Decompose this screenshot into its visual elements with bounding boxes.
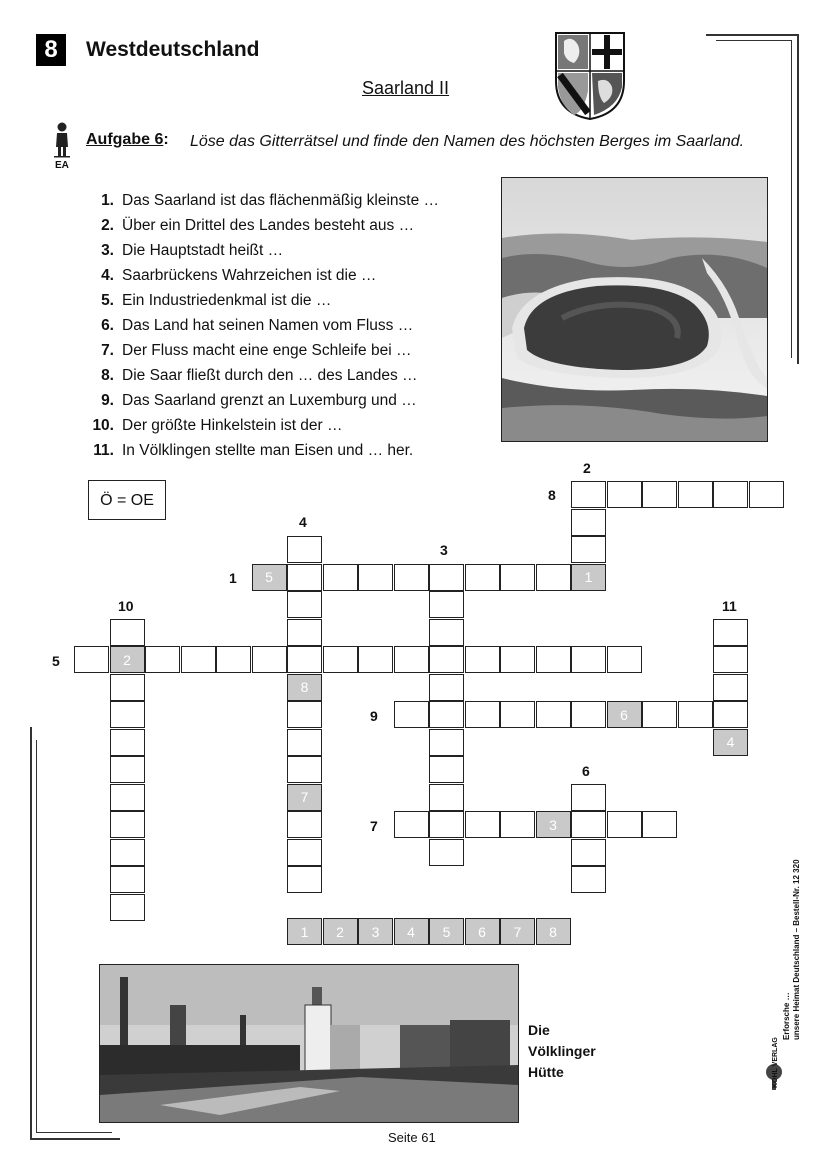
voelklinger-huette-photo	[99, 964, 519, 1123]
clue-item	[82, 442, 439, 467]
saar-loop-photo	[501, 177, 768, 442]
task-label	[86, 131, 169, 149]
solution-cell[interactable]: 8	[536, 918, 571, 945]
crossword-cell[interactable]	[429, 729, 464, 756]
series-credit	[770, 820, 806, 1040]
clue-item	[82, 367, 439, 392]
clue-item	[82, 192, 439, 217]
crossword-cell[interactable]	[607, 481, 642, 508]
clue-text: Das Saarland grenzt an Luxemburg und …	[122, 392, 417, 409]
crossword-cell[interactable]	[323, 564, 358, 591]
crossword-cell[interactable]	[287, 619, 322, 646]
clue-number: 6.	[101, 317, 114, 334]
crossword-cell[interactable]	[394, 701, 429, 728]
crossword-cell[interactable]	[394, 646, 429, 673]
crossword-cell[interactable]	[571, 536, 606, 563]
crossword-cell[interactable]	[429, 564, 464, 591]
crossword-cell[interactable]	[110, 674, 145, 701]
grid-number-8: 8	[548, 487, 556, 503]
crossword-cell[interactable]	[287, 591, 322, 618]
publisher-name: KOHL VERLAG	[772, 1037, 779, 1088]
solution-cell[interactable]: 5	[429, 918, 464, 945]
solution-cell[interactable]: 2	[323, 918, 358, 945]
crossword-cell[interactable]	[678, 481, 713, 508]
clue-text: Der Fluss macht eine enge Schleife bei …	[122, 342, 412, 359]
crossword-cell[interactable]	[181, 646, 216, 673]
crossword-cell[interactable]	[571, 646, 606, 673]
grid-number-10: 10	[118, 598, 134, 614]
clue-item	[82, 217, 439, 242]
crossword-cell[interactable]	[500, 811, 535, 838]
caption-line: Die	[528, 1022, 550, 1038]
clue-item	[82, 342, 439, 367]
clue-number: 5.	[101, 292, 114, 309]
frame-right	[797, 34, 799, 364]
grid-number-6: 6	[582, 763, 590, 779]
clue-number: 4.	[101, 267, 114, 284]
crossword-cell[interactable]	[713, 701, 748, 728]
crossword-cell[interactable]: 1	[571, 564, 606, 591]
umlaut-hint-box: Ö = OE	[88, 480, 166, 520]
clue-item	[82, 317, 439, 342]
crossword-cell[interactable]	[287, 839, 322, 866]
crossword-cell[interactable]	[110, 866, 145, 893]
crossword-cell[interactable]	[678, 701, 713, 728]
frame-top-right	[716, 40, 792, 41]
clue-text: Das Land hat seinen Namen vom Fluss …	[122, 317, 414, 334]
crossword-cell[interactable]	[429, 591, 464, 618]
solution-cell[interactable]: 3	[358, 918, 393, 945]
crossword-cell[interactable]	[713, 481, 748, 508]
crossword-cell[interactable]	[465, 646, 500, 673]
crossword-cell[interactable]	[145, 646, 180, 673]
page-number: Seite 61	[388, 1130, 436, 1145]
crossword-cell[interactable]	[607, 646, 642, 673]
clue-text: In Völklingen stellte man Eisen und … her.	[122, 442, 414, 459]
crossword-cell[interactable]	[429, 756, 464, 783]
clue-number: 9.	[101, 392, 114, 409]
crossword-cell[interactable]	[287, 729, 322, 756]
clue-item	[82, 392, 439, 417]
grid-number-7: 7	[370, 818, 378, 834]
crossword-cell[interactable]	[429, 646, 464, 673]
crossword-cell[interactable]	[323, 646, 358, 673]
crossword-cell[interactable]	[287, 536, 322, 563]
crossword-cell[interactable]	[287, 756, 322, 783]
caption-line: Hütte	[528, 1064, 564, 1080]
frame-right	[791, 40, 792, 358]
crossword-cell[interactable]	[216, 646, 251, 673]
clue-list	[82, 192, 439, 467]
clue-text: Die Saar fließt durch den … des Landes …	[122, 367, 418, 384]
crossword-cell[interactable]: 2	[110, 646, 145, 673]
crossword-cell[interactable]	[713, 646, 748, 673]
crossword-cell[interactable]: 4	[713, 729, 748, 756]
crossword-cell[interactable]	[429, 701, 464, 728]
caption-line: Völklinger	[528, 1043, 596, 1059]
chapter-badge: 8	[36, 34, 66, 66]
crossword-cell[interactable]	[110, 839, 145, 866]
clue-text: Der größte Hinkelstein ist der …	[122, 417, 343, 434]
ea-label: EA	[55, 160, 69, 171]
grid-number-3: 3	[440, 542, 448, 558]
publisher-logo	[764, 1037, 804, 1090]
page-subtitle: Saarland II	[362, 78, 450, 98]
clue-item	[82, 417, 439, 442]
frame-left	[36, 740, 37, 1133]
chapter-title: Westdeutschland	[86, 38, 260, 61]
clue-number: 3.	[101, 242, 114, 259]
crossword-cell[interactable]	[500, 564, 535, 591]
crossword-cell[interactable]	[252, 646, 287, 673]
crossword-cell[interactable]	[429, 839, 464, 866]
crossword-cell[interactable]	[287, 564, 322, 591]
grid-number-1: 1	[229, 570, 237, 586]
crossword-cell[interactable]	[110, 729, 145, 756]
crossword-cell[interactable]	[465, 564, 500, 591]
crossword-cell[interactable]	[74, 646, 109, 673]
saar-loop-illustration	[502, 178, 767, 441]
crossword-cell[interactable]: 6	[607, 701, 642, 728]
frame-bottom-left	[36, 1132, 112, 1133]
order-number: unsere Heimat Deutschland – Bestell-Nr. 12 320	[792, 859, 801, 1040]
task-label-text: Aufgabe 6	[86, 131, 164, 148]
grid-number-5: 5	[52, 653, 60, 669]
crossword-cell[interactable]	[394, 811, 429, 838]
crossword-cell[interactable]	[429, 619, 464, 646]
crossword-cell[interactable]: 7	[287, 784, 322, 811]
ironworks-illustration	[100, 965, 518, 1122]
crossword-cell[interactable]	[571, 509, 606, 536]
crossword-cell[interactable]	[110, 701, 145, 728]
frame-left	[30, 727, 32, 1139]
grid-number-2: 2	[583, 460, 591, 476]
crossword-cell[interactable]	[571, 839, 606, 866]
crossword-cell[interactable]	[287, 866, 322, 893]
crossword-cell[interactable]: 3	[536, 811, 571, 838]
solution-cell[interactable]: 7	[500, 918, 535, 945]
crossword-cell[interactable]	[429, 811, 464, 838]
crossword-cell[interactable]	[749, 481, 784, 508]
crossword-cell[interactable]	[287, 811, 322, 838]
crossword-cell[interactable]	[571, 701, 606, 728]
crossword-cell[interactable]	[500, 701, 535, 728]
crossword-cell[interactable]	[536, 701, 571, 728]
crossword-cell[interactable]	[110, 619, 145, 646]
task-label-colon: :	[163, 131, 169, 148]
crossword-cell[interactable]	[465, 701, 500, 728]
solution-cell[interactable]: 1	[287, 918, 322, 945]
crossword-cell[interactable]: 8	[287, 674, 322, 701]
crossword-cell[interactable]	[110, 811, 145, 838]
clue-item	[82, 292, 439, 317]
crossword-cell[interactable]	[287, 646, 322, 673]
grid-number-11: 11	[722, 598, 737, 614]
coat-of-arms-icon	[554, 31, 626, 121]
crossword-cell[interactable]	[110, 894, 145, 921]
clue-item	[82, 267, 439, 292]
series-credit-text	[782, 859, 802, 1040]
clue-text: Das Saarland ist das flächenmäßig kleinste …	[122, 192, 440, 209]
crossword-cell[interactable]	[536, 564, 571, 591]
crossword-cell[interactable]	[358, 646, 393, 673]
frame-bottom-left	[30, 1138, 120, 1140]
crossword-cell[interactable]	[713, 674, 748, 701]
crossword-cell[interactable]	[571, 811, 606, 838]
grid-number-4: 4	[299, 514, 307, 530]
frame-top-right	[706, 34, 798, 36]
crossword-cell[interactable]	[571, 866, 606, 893]
grid-number-9: 9	[370, 708, 378, 724]
crossword-cell[interactable]	[429, 784, 464, 811]
clue-text: Über ein Drittel des Landes besteht aus …	[122, 217, 415, 234]
clue-text: Ein Industriedenkmal ist die …	[122, 292, 332, 309]
crossword-cell[interactable]: 5	[252, 564, 287, 591]
crossword-cell[interactable]	[500, 646, 535, 673]
solution-cell[interactable]: 4	[394, 918, 429, 945]
crossword-cell[interactable]	[571, 784, 606, 811]
task-text: Löse das Gitterrätsel und finde den Namen des höchsten Berges im Saarland.	[190, 133, 745, 150]
crossword-cell[interactable]	[429, 674, 464, 701]
clue-text: Die Hauptstadt heißt …	[122, 242, 284, 259]
clue-number: 7.	[101, 342, 114, 359]
crossword-cell[interactable]	[394, 564, 429, 591]
crossword-cell[interactable]	[642, 811, 677, 838]
crossword-cell[interactable]	[642, 481, 677, 508]
clue-number: 1.	[101, 192, 114, 209]
crossword-cell[interactable]	[536, 646, 571, 673]
series-title: Erforsche …	[782, 992, 791, 1040]
crossword-cell[interactable]	[642, 701, 677, 728]
clue-item	[82, 242, 439, 267]
clue-text: Saarbrückens Wahrzeichen ist die …	[122, 267, 377, 284]
crossword-cell[interactable]	[465, 811, 500, 838]
crossword-cell[interactable]	[110, 756, 145, 783]
crossword-cell[interactable]	[713, 619, 748, 646]
clue-number: 8.	[101, 367, 114, 384]
crossword-cell[interactable]	[358, 564, 393, 591]
crossword-cell[interactable]	[607, 811, 642, 838]
crossword-cell[interactable]	[571, 481, 606, 508]
clue-number: 11.	[93, 442, 114, 459]
clue-number: 10.	[92, 417, 114, 434]
crossword-cell[interactable]	[287, 701, 322, 728]
student-figure-icon	[54, 122, 70, 158]
solution-cell[interactable]: 6	[465, 918, 500, 945]
crossword-cell[interactable]	[110, 784, 145, 811]
clue-number: 2.	[101, 217, 114, 234]
photo-caption	[528, 1020, 596, 1083]
